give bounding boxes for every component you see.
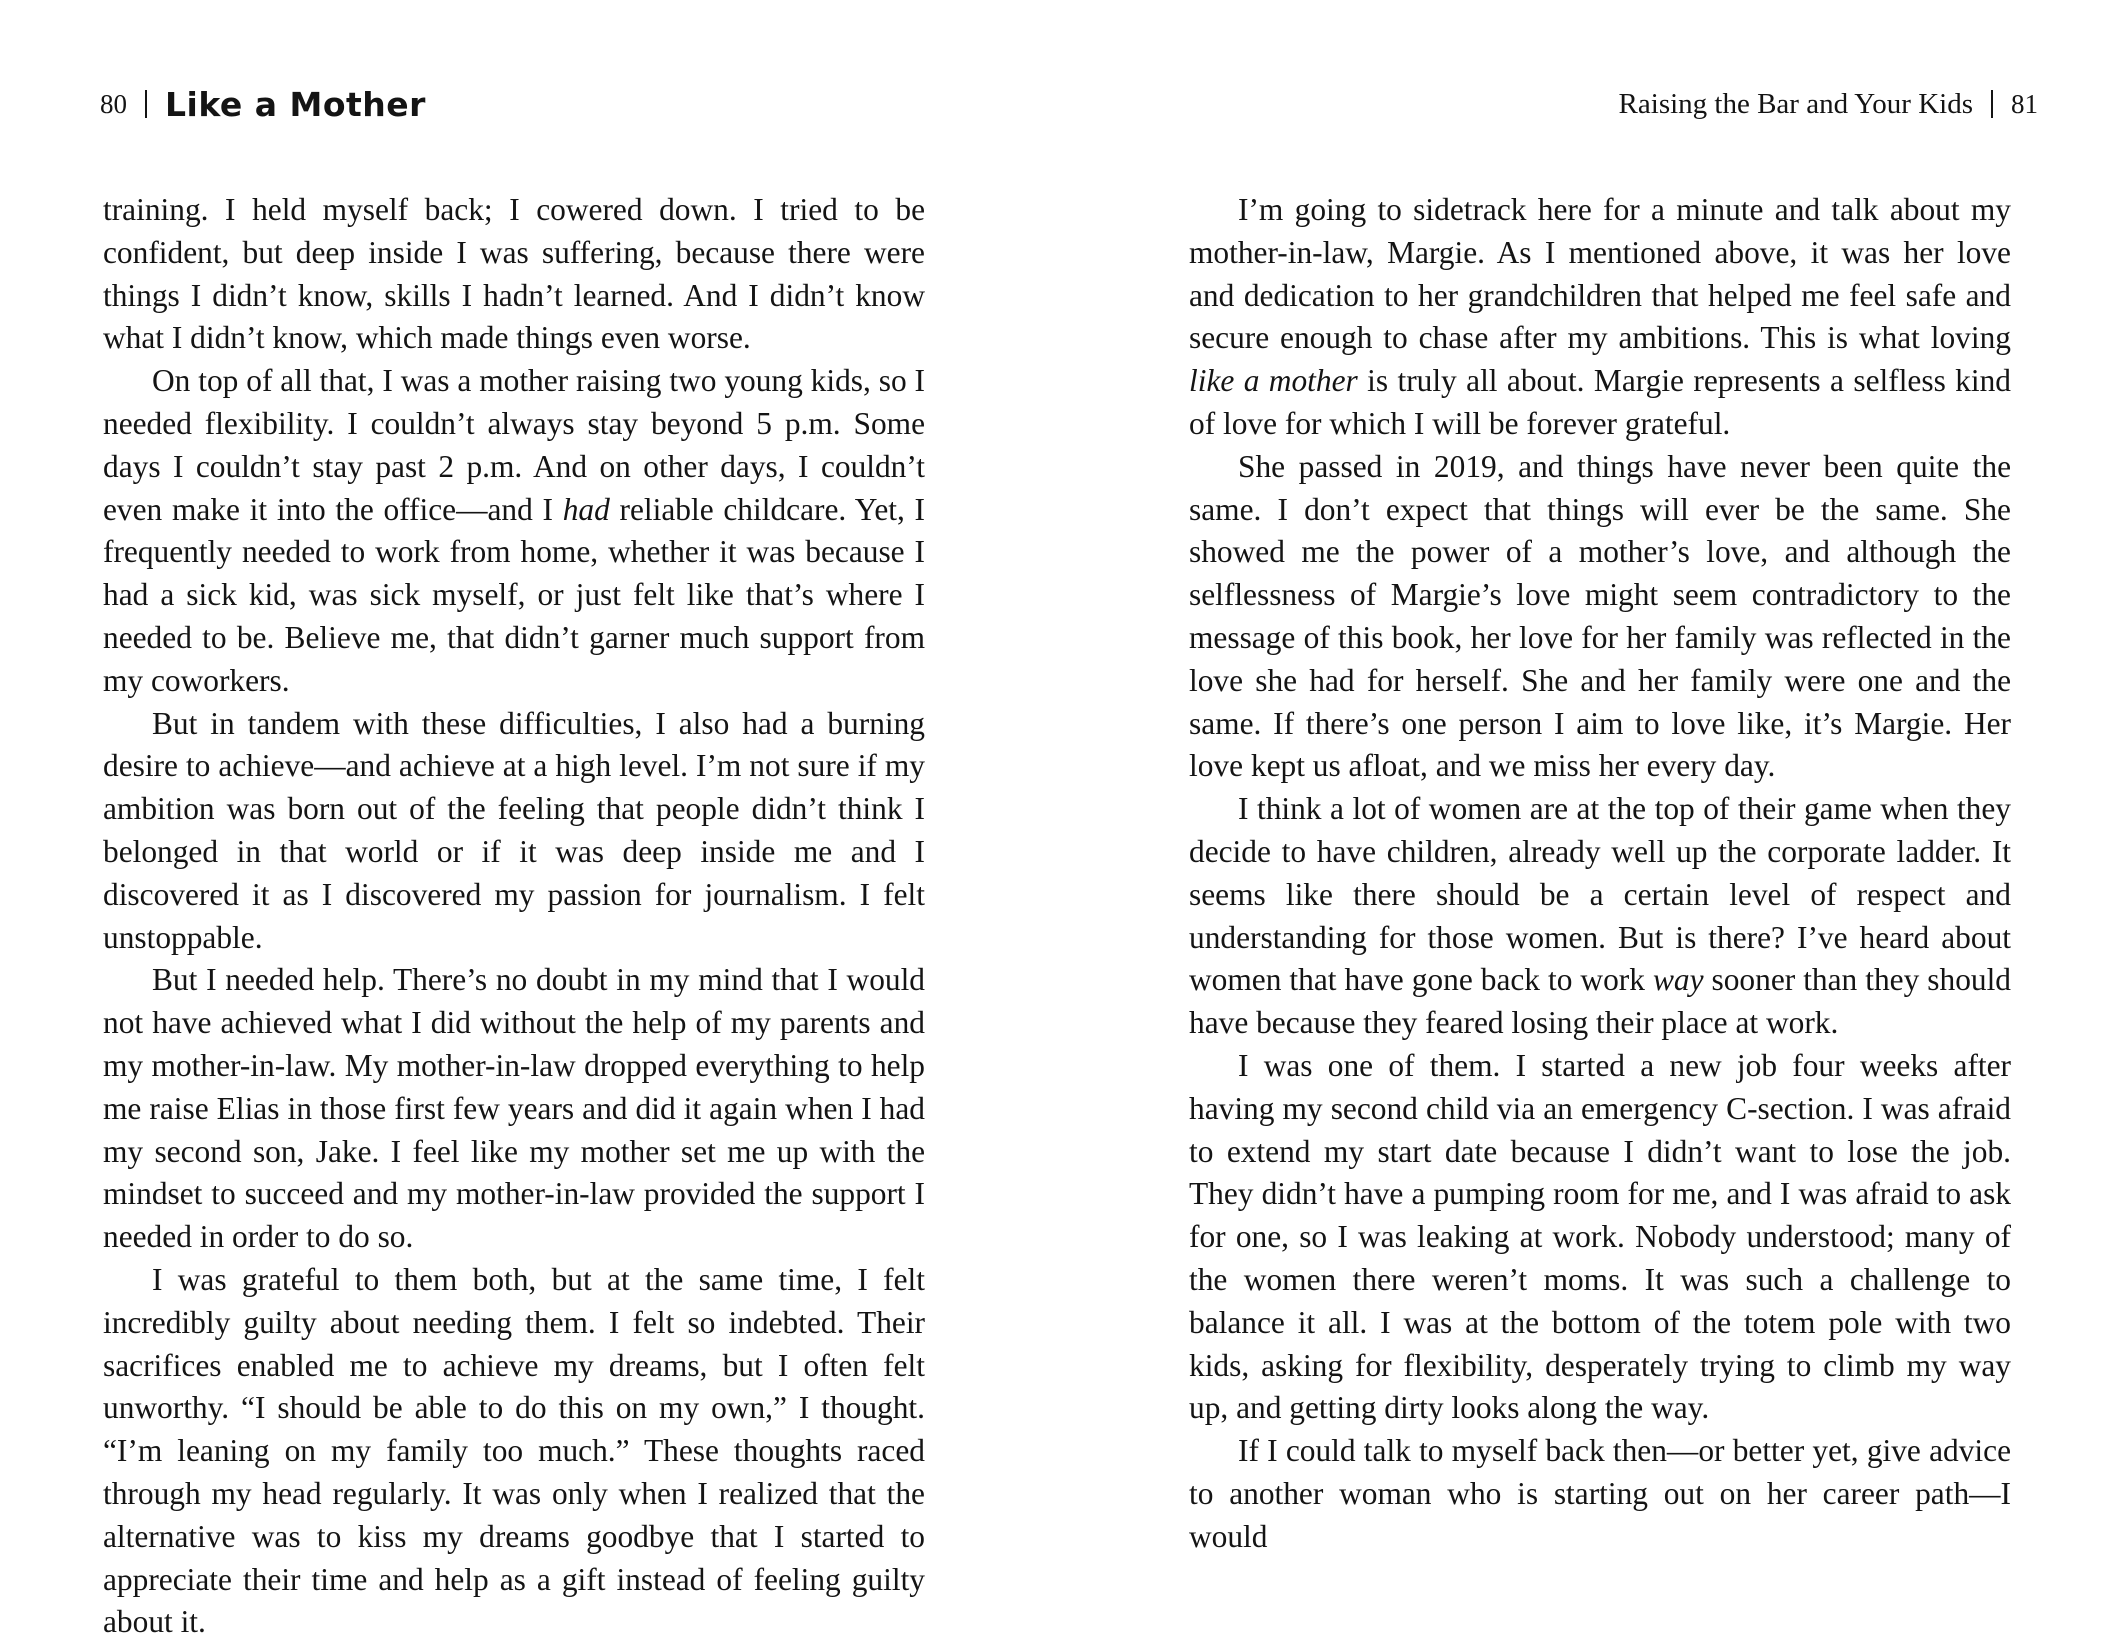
right-running-head	[1619, 82, 2038, 126]
paragraph: I was grateful to them both, but at the same time, I felt incredibly guilty about needing them. I felt so indebted. Their sacrifices enabled me to achieve my dreams, but I often felt unworthy. “I should be able to do this on my own,” I thought. “I’m leaning on my family too much.” These thoughts raced through my head regularly. It was only when I realized that the alternative was to kiss my dreams goodbye that I started to appreciate their time and help as a gift instead of feeling guilty about it.	[103, 1261, 925, 1640]
chapter-title: Raising the Bar and Your Kids	[1618, 87, 1973, 120]
header-divider	[145, 90, 147, 118]
left-page-number: 80	[100, 88, 127, 119]
paragraph: I think a lot of women are at the top of their game when they decide to have children, already well up the corporate ladder. It seems like there should be a certain level of respect and understanding for those women. But is there? I’ve heard about women that have gone back to work way sooner than they should have because they feared losing their place at work.	[1189, 791, 2012, 1041]
paragraph: But I needed help. There’s no doubt in my mind that I would not have achieved what I did without the help of my parents and my mother-in-law. My mother-in-law dropped everything to help me raise Elias in those first few years and did it again when I had my second son, Jake. I feel like my mother set me up with the mindset to succeed and my mother-in-law provided the support I needed in order to do so.	[103, 962, 925, 1255]
paragraph: If I could talk to myself back then—or better yet, give advice to another woman who is starting out on her career path—I would	[1189, 1433, 2011, 1554]
left-body-text	[103, 189, 925, 1644]
emphasis: like a mother	[1189, 363, 1358, 399]
left-running-head	[100, 82, 426, 126]
paragraph: On top of all that, I was a mother raising two young kids, so I needed flexibility. I couldn’t always stay beyond 5 p.m. Some days I couldn’t stay past 2 p.m. And on other days, I couldn’t even make it into the office—and I had reliable childcare. Yet, I frequently needed to work from home, whether it was because I had a sick kid, was sick myself, or just felt like that’s where I needed to be. Believe me, that didn’t garner much support from my coworkers.	[103, 363, 925, 698]
left-page	[0, 0, 1053, 1640]
right-page-number: 81	[2011, 88, 2038, 119]
emphasis: way	[1652, 962, 1704, 998]
paragraph: She passed in 2019, and things have never been quite the same. I don’t expect that things will ever be the same. She showed me the power of a mother’s love, and although the selflessness of Margie’s love might seem contradictory to the message of this book, her love for her family was reflected in the love she had for herself. She and her family were one and the same. If there’s one person I aim to love like, it’s Margie. Her love kept us afloat, and we miss her every day.	[1189, 448, 2011, 784]
header-divider	[1991, 90, 1993, 118]
right-page	[1053, 0, 2106, 1622]
paragraph: I’m going to sidetrack here for a minute and talk about my mother-in-law, Margie. As I mentioned above, it was her love and dedication to her grandchildren that helped me feel safe and secure enough to chase after my ambitions. This is what loving like a mother is truly all about. Margie represents a selfless kind of love for which I will be forever grateful.	[1189, 192, 2011, 441]
paragraph: But in tandem with these difficulties, I also had a burning desire to achieve—and achieve at a high level. I’m not sure if my ambition was born out of the feeling that people didn’t think I belonged in that world or if it was deep inside me and I discovered it as I discovered my passion for journalism. I felt unstoppable.	[103, 705, 925, 955]
emphasis: had	[562, 491, 610, 527]
right-body-text	[1189, 189, 2011, 1559]
book-title: Like a Mother	[165, 84, 426, 124]
paragraph: I was one of them. I started a new job four weeks after having my second child via an emergency C-section. I was afraid to extend my start date because I didn’t want to lose the job. They didn’t have a pumping room for me, and I was afraid to ask for one, so I was leaking at work. Nobody understood; many of the women there weren’t moms. It was such a challenge to balance it all. I was at the bottom of the totem pole with two kids, asking for flexibility, desperately trying to climb my way up, and getting dirty looks along the way.	[1189, 1047, 2011, 1426]
paragraph: training. I held myself back; I cowered down. I tried to be confident, but deep inside I was suffering, because there were things I didn’t know, skills I hadn’t learned. And I didn’t know what I didn’t know, which made things even worse.	[103, 192, 925, 356]
